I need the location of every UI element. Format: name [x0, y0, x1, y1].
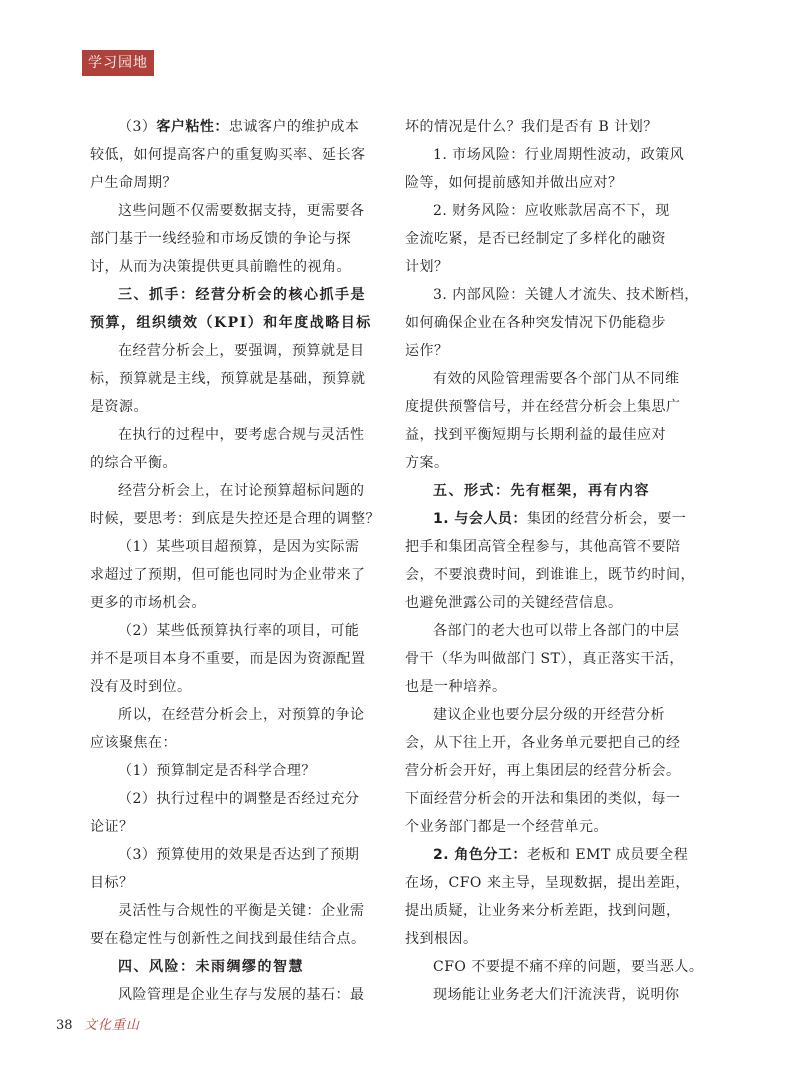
bold-term: 2. 角色分工： [433, 847, 527, 863]
text-line: 提出质疑，让业务来分析差距，找到问题， [405, 903, 681, 919]
text-line: 的综合平衡。 [90, 455, 177, 471]
text-line: 更多的市场机会。 [90, 595, 206, 611]
text-line [405, 841, 689, 869]
text-line: （1）某些项目超预算，是因为实际需 [118, 539, 360, 555]
text-line: 会，不要浪费时间，到谁谁上，既节约时间， [405, 567, 695, 583]
text-line: 险等，如何提前感知并做出应对？ [405, 175, 623, 191]
text-line: 找到根因。 [405, 931, 478, 947]
text-line: 计划？ [405, 259, 449, 275]
text-line: 2. 财务风险：应收账款居高不下，现 [433, 203, 670, 219]
text-line: 没有及时到位。 [90, 679, 192, 695]
text-line: 较低，如何提高客户的重复购买率、延长客 [90, 147, 366, 163]
text-line: 现场能让业务老大们汗流浃背，说明你 [433, 987, 680, 1003]
text-line: 要在稳定性与创新性之间找到最佳结合点。 [90, 931, 366, 947]
text-line: 方案。 [405, 455, 449, 471]
text-line: 1. 市场风险：行业周期性波动，政策风 [433, 147, 685, 163]
text-line: 益，找到平衡短期与长期利益的最佳应对 [405, 427, 666, 443]
text-line: 把手和集团高管全程参与，其他高管不要陪 [405, 539, 681, 555]
line-rest: 老板和 EMT 成员要全程 [526, 847, 689, 863]
text-line: 讨，从而为决策提供更具前瞻性的视角。 [90, 259, 351, 275]
text-line: 所以，在经营分析会上，对预算的争论 [118, 707, 365, 723]
text-line: 论证？ [90, 819, 134, 835]
right-column [405, 113, 704, 1009]
text-line: 如何确保企业在各种突发情况下仍能稳步 [405, 315, 666, 331]
text-line: （2）执行过程中的调整是否经过充分 [118, 791, 360, 807]
text-line: 风险管理是企业生存与发展的基石：最 [118, 987, 365, 1003]
text-line: 有效的风险管理需要各个部门从不同维 [433, 371, 680, 387]
text-line: 目标？ [90, 875, 134, 891]
text-line: 建议企业也要分层分级的开经营分析 [433, 707, 665, 723]
magazine-logo: 文化重山 [84, 1018, 141, 1033]
bold-term: 1. 与会人员： [433, 511, 527, 527]
line-rest: 忠诚客户的维护成本 [228, 119, 360, 135]
text-line: CFO 不要提不痛不痒的问题，要当恶人。 [433, 959, 704, 975]
text-line: 部门基于一线经验和市场反馈的争论与探 [90, 231, 351, 247]
text-line: 会，从下往上开，各业务单元要把自己的经 [405, 735, 681, 751]
line-rest: 集团的经营分析会，要一 [526, 511, 687, 527]
text-line: 应该聚焦在： [90, 735, 177, 751]
text-line: 骨干（华为叫做部门 ST），真正落实干活， [405, 651, 684, 667]
text-line: 时候，要思考：到底是失控还是合理的调整？ [90, 511, 380, 527]
text-line: 这些问题不仅需要数据支持，更需要各 [118, 203, 365, 219]
text-line: 也避免泄露公司的关键经营信息。 [405, 595, 623, 611]
text-line: 三、抓手：经营分析会的核心抓手是 [118, 287, 366, 303]
text-line: （3）预算使用的效果是否达到了预期 [118, 847, 360, 863]
text-line: 是资源。 [90, 399, 148, 415]
text-line: 求超过了预期，但可能也同时为企业带来了 [90, 567, 366, 583]
text-line: 五、形式：先有框架，再有内容 [433, 483, 650, 499]
text-line: 四、风险：未雨绸缪的智慧 [118, 959, 304, 975]
text-line [90, 113, 368, 141]
text-line: 经营分析会上，在讨论预算超标问题的 [118, 483, 365, 499]
text-line: 度提供预警信号，并在经营分析会上集思广 [405, 399, 681, 415]
text-line [405, 505, 687, 533]
text-line: 各部门的老大也可以带上各部门的中层 [433, 623, 680, 639]
text-line: 3. 内部风险：关键人才流失、技术断档， [433, 287, 699, 303]
text-line: 下面经营分析会的开法和集团的类似，每一 [405, 791, 681, 807]
line-prefix: （3） [118, 119, 157, 135]
text-line: 预算，组织绩效（KPI）和年度战略目标 [90, 315, 372, 331]
text-line: （1）预算制定是否科学合理？ [118, 763, 316, 779]
text-line: 在经营分析会上，要强调，预算就是目 [118, 343, 365, 359]
page-number: 38 [56, 1018, 73, 1033]
text-line: 户生命周期？ [90, 175, 177, 191]
text-line: 也是一种培养。 [405, 679, 507, 695]
text-line: 金流吃紧，是否已经制定了多样化的融资 [405, 231, 666, 247]
text-line: 营分析会开好，再上集团层的经营分析会。 [405, 763, 681, 779]
text-line: 运作？ [405, 343, 449, 359]
text-line: 灵活性与合规性的平衡是关键：企业需 [118, 903, 365, 919]
bold-term: 客户粘性： [156, 119, 229, 135]
text-line: 并不是项目本身不重要，而是因为资源配置 [90, 651, 366, 667]
text-line: 在场，CFO 来主导，呈现数据，提出差距， [405, 875, 690, 891]
text-line: 在执行的过程中，要考虑合规与灵活性 [118, 427, 365, 443]
text-line: 标，预算就是主线，预算就是基础，预算就 [90, 371, 366, 387]
section-tag: 学习园地 [82, 50, 154, 76]
text-line: 坏的情况是什么？我们是否有 B 计划？ [405, 119, 658, 135]
left-column [90, 113, 380, 1009]
text-line: （2）某些低预算执行率的项目，可能 [118, 623, 360, 639]
text-line: 个业务部门都是一个经营单元。 [405, 819, 608, 835]
